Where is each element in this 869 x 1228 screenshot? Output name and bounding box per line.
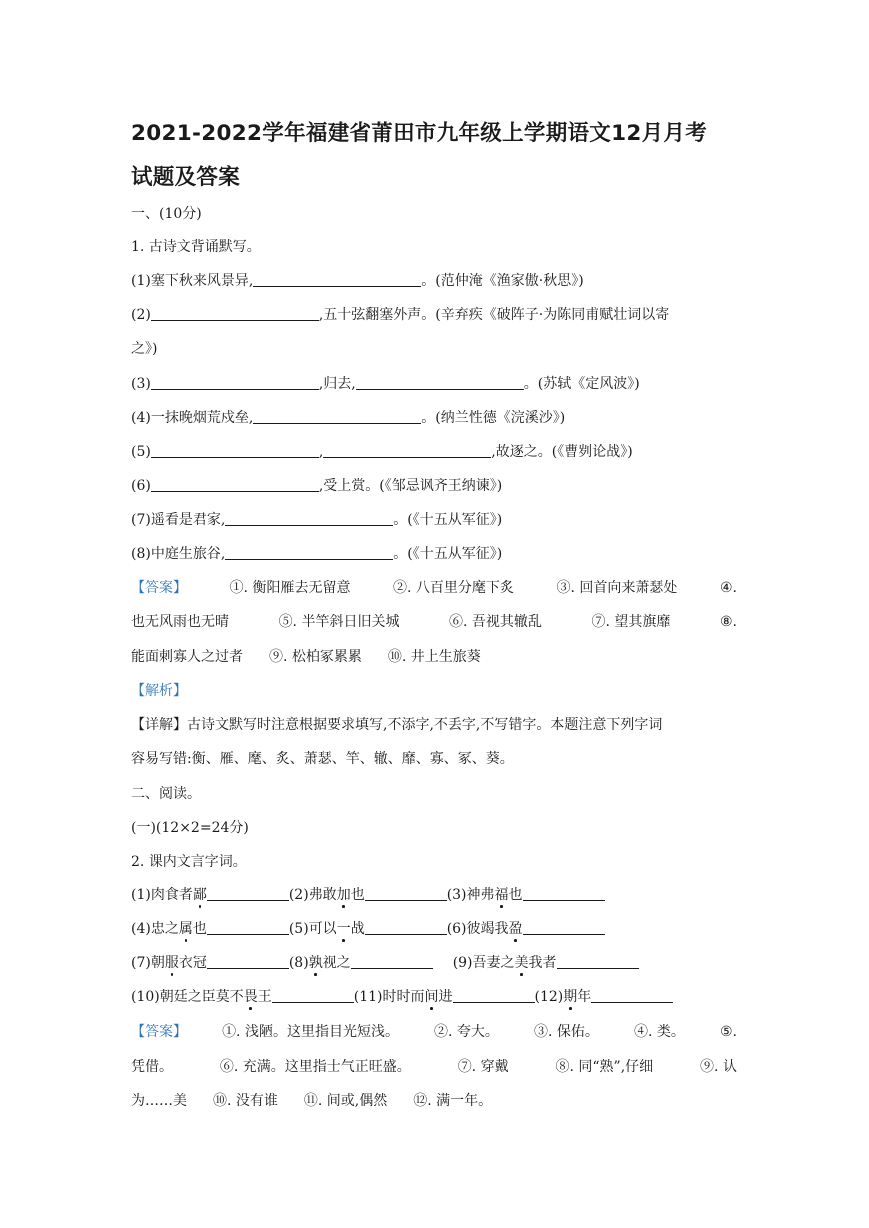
emphasis-char: 期 bbox=[563, 989, 578, 1005]
fill-item-middle: ,归去, bbox=[318, 376, 356, 392]
fill-blank bbox=[591, 988, 673, 1003]
vocab-item-5: (5)可以一战 bbox=[289, 921, 447, 937]
answer-item: ⑦. 穿戴 bbox=[457, 1059, 509, 1075]
fill-item-prefix: (6) bbox=[131, 478, 151, 494]
answer-item: ⑧. 同“熟”,仔细 bbox=[555, 1059, 654, 1075]
vocab-row-1 bbox=[131, 886, 605, 904]
fill-item-suffix: 。(纳兰性德《浣溪沙》) bbox=[421, 410, 566, 426]
fill-item-suffix: ,受上赏。(《邹忌讽齐王纳谏》) bbox=[318, 478, 503, 494]
answer-item: 也无风雨也无晴 bbox=[131, 614, 229, 630]
answer-item: ③. 保佑。 bbox=[534, 1024, 599, 1040]
answer-2-line-1 bbox=[131, 1023, 737, 1041]
answer-item: ⑪. 间或,偶然 bbox=[303, 1093, 388, 1109]
answer-item: 能面刺寡人之过者 bbox=[131, 649, 243, 665]
section-2-sub-header: (一)(12×2=24分) bbox=[131, 820, 249, 836]
fill-blank bbox=[253, 272, 421, 287]
fill-item-prefix: (2) bbox=[131, 307, 151, 323]
fill-blank bbox=[225, 545, 393, 560]
fill-blank bbox=[523, 886, 605, 901]
fill-item-2-continued: 之》) bbox=[131, 341, 158, 357]
fill-item-8 bbox=[131, 545, 502, 563]
answer-item: ⑤. 半竿斜日旧关城 bbox=[278, 614, 400, 630]
answer-item: ②. 八百里分麾下炙 bbox=[393, 580, 514, 596]
answer-item: ②. 夸大。 bbox=[434, 1024, 499, 1040]
fill-blank bbox=[453, 988, 535, 1003]
document-title-line-2: 试题及答案 bbox=[131, 165, 241, 190]
vocab-item-11: (11)时时而间进 bbox=[354, 989, 535, 1005]
answer-item: ⑥. 充满。这里指士气正旺盛。 bbox=[219, 1059, 411, 1075]
fill-item-middle: , bbox=[318, 444, 324, 460]
fill-blank bbox=[151, 477, 319, 492]
emphasis-char: 畏 bbox=[243, 989, 258, 1005]
analysis-label: 【解析】 bbox=[131, 683, 187, 699]
answer-item: ⑨. 认 bbox=[700, 1059, 737, 1075]
question-2-title: 2. 课内文言字词。 bbox=[131, 854, 247, 870]
fill-blank bbox=[272, 988, 354, 1003]
fill-item-suffix: 。(《十五从军征》) bbox=[393, 546, 503, 562]
fill-item-7 bbox=[131, 511, 502, 529]
fill-item-5 bbox=[131, 443, 633, 461]
vocab-item-12: (12)期年 bbox=[535, 989, 674, 1005]
fill-blank bbox=[523, 920, 605, 935]
answer-item: ③. 回首向来萧瑟处 bbox=[556, 580, 678, 596]
fill-blank bbox=[557, 954, 639, 969]
fill-blank bbox=[253, 409, 421, 424]
fill-blank bbox=[356, 375, 524, 390]
vocab-item-2: (2)弗敢加也 bbox=[289, 887, 447, 903]
vocab-item-1: (1)肉食者鄙 bbox=[131, 887, 289, 903]
fill-item-prefix: (3) bbox=[131, 376, 151, 392]
fill-item-prefix: (7)遥看是君家, bbox=[131, 512, 226, 528]
emphasis-char: 加 bbox=[336, 887, 351, 903]
fill-blank bbox=[151, 306, 319, 321]
vocab-item-7: (7)朝服衣冠 bbox=[131, 955, 289, 971]
fill-blank bbox=[207, 920, 289, 935]
answer-item: 为……美 bbox=[131, 1093, 187, 1109]
vocab-row-2 bbox=[131, 920, 605, 938]
answer-item: ⑨. 松柏冢累累 bbox=[269, 649, 362, 665]
vocab-item-10: (10)朝廷之臣莫不畏王 bbox=[131, 989, 354, 1005]
fill-item-suffix: 。(范仲淹《渔家傲·秋思》) bbox=[421, 273, 584, 289]
fill-item-4 bbox=[131, 409, 565, 427]
fill-blank bbox=[207, 954, 289, 969]
vocab-item-9: (9)吾妻之美我者 bbox=[453, 955, 639, 971]
emphasis-char: 一 bbox=[336, 921, 351, 937]
emphasis-char: 间 bbox=[424, 989, 439, 1005]
question-1-title: 1. 古诗文背诵默写。 bbox=[131, 239, 261, 255]
vocab-item-6: (6)彼竭我盈 bbox=[447, 921, 605, 937]
fill-item-3 bbox=[131, 375, 640, 393]
detail-line-1: 【详解】古诗文默写时注意根据要求填写,不添字,不丢字,不写错字。本题注意下列字词 bbox=[131, 717, 663, 733]
answer-2-line-3 bbox=[131, 1092, 492, 1110]
fill-blank bbox=[151, 375, 319, 390]
fill-blank bbox=[207, 886, 289, 901]
emphasis-char: 美 bbox=[514, 955, 529, 971]
answer-label: 【答案】 bbox=[131, 1024, 187, 1040]
emphasis-char: 盈 bbox=[508, 921, 523, 937]
answer-item: ④. 类。 bbox=[633, 1024, 685, 1040]
answer-item: ⑥. 吾视其辙乱 bbox=[449, 614, 542, 630]
fill-item-prefix: (1)塞下秋来风景异, bbox=[131, 273, 254, 289]
fill-item-prefix: (8)中庭生旅谷, bbox=[131, 546, 226, 562]
emphasis-char: 服 bbox=[164, 955, 179, 971]
fill-item-suffix: ,五十弦翻塞外声。(辛弃疾《破阵子·为陈同甫赋壮词以寄 bbox=[318, 307, 670, 323]
fill-blank bbox=[151, 443, 319, 458]
fill-blank bbox=[225, 511, 393, 526]
fill-item-6 bbox=[131, 477, 502, 495]
answer-item: ①. 衡阳雁去无留意 bbox=[229, 580, 351, 596]
answer-item: ⑦. 望其旗靡 bbox=[591, 614, 671, 630]
answer-2-line-2 bbox=[131, 1058, 737, 1076]
vocab-item-3: (3)神弗福也 bbox=[447, 887, 605, 903]
vocab-item-4: (4)忠之属也 bbox=[131, 921, 289, 937]
answer-item: ⑩. 没有谁 bbox=[213, 1093, 278, 1109]
fill-item-prefix: (5) bbox=[131, 444, 151, 460]
answer-item: 凭借。 bbox=[131, 1059, 173, 1075]
answer-item: ①. 浅陋。这里指目光短浅。 bbox=[222, 1024, 399, 1040]
vocab-row-3 bbox=[131, 954, 639, 972]
fill-item-prefix: (4)一抹晚烟荒戍垒, bbox=[131, 410, 254, 426]
answer-item: ⑩. 井上生旅葵 bbox=[387, 649, 481, 665]
fill-item-suffix: ,故逐之。(《曹刿论战》) bbox=[491, 444, 633, 460]
section-2-header: 二、阅读。 bbox=[131, 786, 201, 802]
document-title-line-1: 2021-2022学年福建省莆田市九年级上学期语文12月月考 bbox=[131, 121, 708, 146]
emphasis-char: 福 bbox=[494, 887, 509, 903]
section-1-header: 一、(10分) bbox=[131, 206, 202, 222]
fill-item-suffix: 。(《十五从军征》) bbox=[393, 512, 503, 528]
fill-item-suffix: 。(苏轼《定风波》) bbox=[523, 376, 640, 392]
answer-1-line-1 bbox=[131, 579, 737, 597]
fill-blank bbox=[365, 886, 447, 901]
answer-item: ④. bbox=[719, 580, 737, 596]
vocab-item-8: (8)孰视之 bbox=[289, 955, 433, 971]
fill-item-2 bbox=[131, 306, 669, 324]
answer-label: 【答案】 bbox=[131, 580, 187, 596]
fill-blank bbox=[351, 954, 433, 969]
detail-line-2: 容易写错:衡、雁、麾、炙、萧瑟、竿、辙、靡、寡、冢、葵。 bbox=[131, 751, 514, 767]
emphasis-char: 孰 bbox=[308, 955, 323, 971]
fill-blank bbox=[365, 920, 447, 935]
answer-1-line-2 bbox=[131, 613, 737, 631]
answer-item: ⑧. bbox=[719, 614, 737, 630]
fill-item-1 bbox=[131, 272, 584, 290]
answer-item: ⑫. 满一年。 bbox=[413, 1093, 493, 1109]
answer-1-line-3 bbox=[131, 648, 481, 666]
answer-item: ⑤. bbox=[719, 1024, 737, 1040]
emphasis-char: 鄙 bbox=[192, 887, 207, 903]
emphasis-char: 属 bbox=[178, 921, 193, 937]
fill-blank bbox=[323, 443, 491, 458]
vocab-row-4 bbox=[131, 988, 673, 1006]
